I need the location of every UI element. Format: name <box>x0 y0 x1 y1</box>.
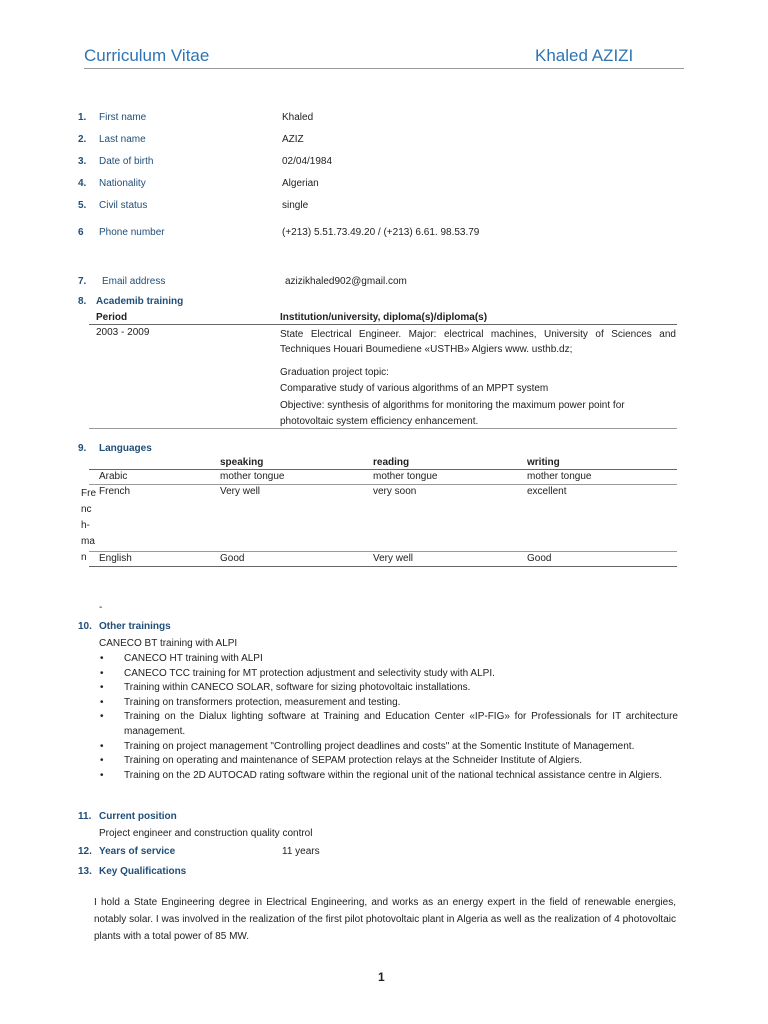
graduation-topic-label: Graduation project topic: <box>280 367 389 378</box>
training-text: Training on transformers protection, measurement and testing. <box>124 696 401 708</box>
table-rule <box>89 566 677 567</box>
training-text: CANECO HT training with ALPI <box>124 653 263 664</box>
table-rule <box>89 484 677 485</box>
cv-title: Curriculum Vitae <box>84 46 210 65</box>
training-item: CANECO BT training with ALPI <box>99 638 238 649</box>
item-number: 9. <box>78 443 87 454</box>
languages-heading: Languages <box>99 443 152 454</box>
training-item <box>100 696 678 711</box>
item-number: 10. <box>78 621 92 632</box>
bullet-icon: • <box>100 711 104 723</box>
fragment-line: nc <box>81 504 92 515</box>
current-position-value: Project engineer and construction quality control <box>99 828 313 839</box>
item-number: 4. <box>78 178 87 189</box>
bullet-icon: • <box>100 740 104 752</box>
other-trainings-heading: Other trainings <box>99 621 171 632</box>
training-text: Training on project management "Controlling project deadlines and costs" at the Somentic Institute of Management. <box>124 740 635 752</box>
email-address-value[interactable]: azizikhaled902@gmail.com <box>285 276 407 287</box>
language-name: French <box>99 486 131 497</box>
table-rule <box>89 324 677 325</box>
writing-level: mother tongue <box>527 471 592 482</box>
item-number: 8. <box>78 296 87 307</box>
writing-level: Good <box>527 553 552 564</box>
training-text: Training on the 2D AUTOCAD rating software within the regional unit of the national technical assistance centre in Algiers. <box>124 769 663 781</box>
phone-number-label: Phone number <box>99 227 165 238</box>
date-of-birth-value: 02/04/1984 <box>282 156 333 167</box>
training-item <box>100 754 678 769</box>
page-number: 1 <box>378 970 385 984</box>
project-objective: Objective: synthesis of algorithms for monitoring the maximum power point for photovoltaic system efficiency enhancement. <box>280 400 625 427</box>
period-value: 2003 - 2009 <box>96 327 150 338</box>
item-number: 7. <box>78 276 87 287</box>
table-rule <box>89 551 677 552</box>
training-list <box>100 652 678 783</box>
item-number: 5. <box>78 200 87 211</box>
training-item <box>100 769 678 784</box>
bullet-icon: • <box>100 696 104 708</box>
last-name-label: Last name <box>99 134 146 145</box>
fragment-line: h- <box>81 520 90 531</box>
language-name: Arabic <box>99 471 128 482</box>
writing-level: excellent <box>527 486 567 497</box>
dash-mark: - <box>99 602 103 613</box>
bullet-icon: • <box>100 769 104 781</box>
training-text: Training on operating and maintenance of SEPAM protection relays at the Schneider Institute of Algiers. <box>124 755 583 767</box>
training-item <box>100 740 678 755</box>
speaking-level: mother tongue <box>220 471 285 482</box>
academic-training-heading: Academib training <box>96 296 184 307</box>
date-of-birth-label: Date of birth <box>99 156 154 167</box>
item-number: 6 <box>78 227 84 238</box>
speaking-level: Very well <box>220 486 261 497</box>
item-number: 12. <box>78 846 92 857</box>
fragment-line: ma <box>81 536 95 547</box>
reading-column-header: reading <box>373 457 410 468</box>
item-number: 3. <box>78 156 87 167</box>
bullet-icon: • <box>100 667 104 679</box>
civil-status-value: single <box>282 200 309 211</box>
training-text: CANECO TCC training for MT protection adjustment and selectivity study with ALPI. <box>124 667 495 679</box>
table-rule <box>89 469 677 470</box>
first-name-value: Khaled <box>282 112 314 123</box>
graduation-topic-value: Comparative study of various algorithms of an MPPT system <box>280 383 549 394</box>
phone-number-value: (+213) 5.51.73.49.20 / (+213) 6.61. 98.53.79 <box>282 227 480 238</box>
language-name: English <box>99 553 132 564</box>
civil-status-label: Civil status <box>99 200 148 211</box>
institution-column-header: Institution/university, diploma(s)/diploma(s) <box>280 312 488 323</box>
period-column-header: Period <box>96 312 128 323</box>
candidate-name-header: Khaled AZIZI <box>535 46 634 65</box>
item-number: 11. <box>78 811 92 822</box>
bullet-icon: • <box>100 755 104 767</box>
margin-fragment <box>81 486 96 566</box>
fragment-line: n <box>81 552 87 563</box>
nationality-value: Algerian <box>282 178 319 189</box>
reading-level: very soon <box>373 486 417 497</box>
header-rule <box>84 68 684 69</box>
training-item <box>100 667 678 682</box>
reading-level: mother tongue <box>373 471 438 482</box>
nationality-label: Nationality <box>99 178 146 189</box>
email-address-label: Email address <box>102 276 166 287</box>
bullet-icon: • <box>100 682 104 694</box>
years-of-service-value: 11 years <box>282 846 320 857</box>
item-number: 13. <box>78 866 92 877</box>
degree-description: State Electrical Engineer. Major: electrical machines, University of Sciences and Techniques Houari Boumediene «USTHB» Algiers www. usthb.dz; <box>280 329 676 355</box>
table-rule <box>89 428 677 429</box>
years-of-service-heading: Years of service <box>99 846 176 857</box>
current-position-heading: Current position <box>99 811 177 822</box>
key-qualifications-text: I hold a State Engineering degree in Electrical Engineering, and works as an energy expert in the field of renewable energies, notably solar. I was involved in the realization of the first pilot photovoltaic plant in Algeria as well as the realization of 4 photovoltaic plants with a total power of 85 MW. <box>94 897 676 942</box>
key-qualifications-heading: Key Qualifications <box>99 866 187 877</box>
training-item <box>100 710 678 739</box>
speaking-column-header: speaking <box>220 457 264 468</box>
last-name-value: AZIZ <box>282 134 304 145</box>
first-name-label: First name <box>99 112 147 123</box>
reading-level: Very well <box>373 553 414 564</box>
training-item <box>100 652 678 667</box>
writing-column-header: writing <box>527 457 560 468</box>
speaking-level: Good <box>220 553 245 564</box>
item-number: 2. <box>78 134 87 145</box>
training-text: Training on the Dialux lighting software at Training and Education Center «IP-FIG» for Professionals for IT architecture management. <box>124 711 678 737</box>
bullet-icon: • <box>100 653 104 664</box>
training-item <box>100 681 678 696</box>
item-number: 1. <box>78 112 87 123</box>
fragment-line: Fre <box>81 488 96 499</box>
training-text: Training within CANECO SOLAR, software for sizing photovoltaic installations. <box>124 682 471 694</box>
